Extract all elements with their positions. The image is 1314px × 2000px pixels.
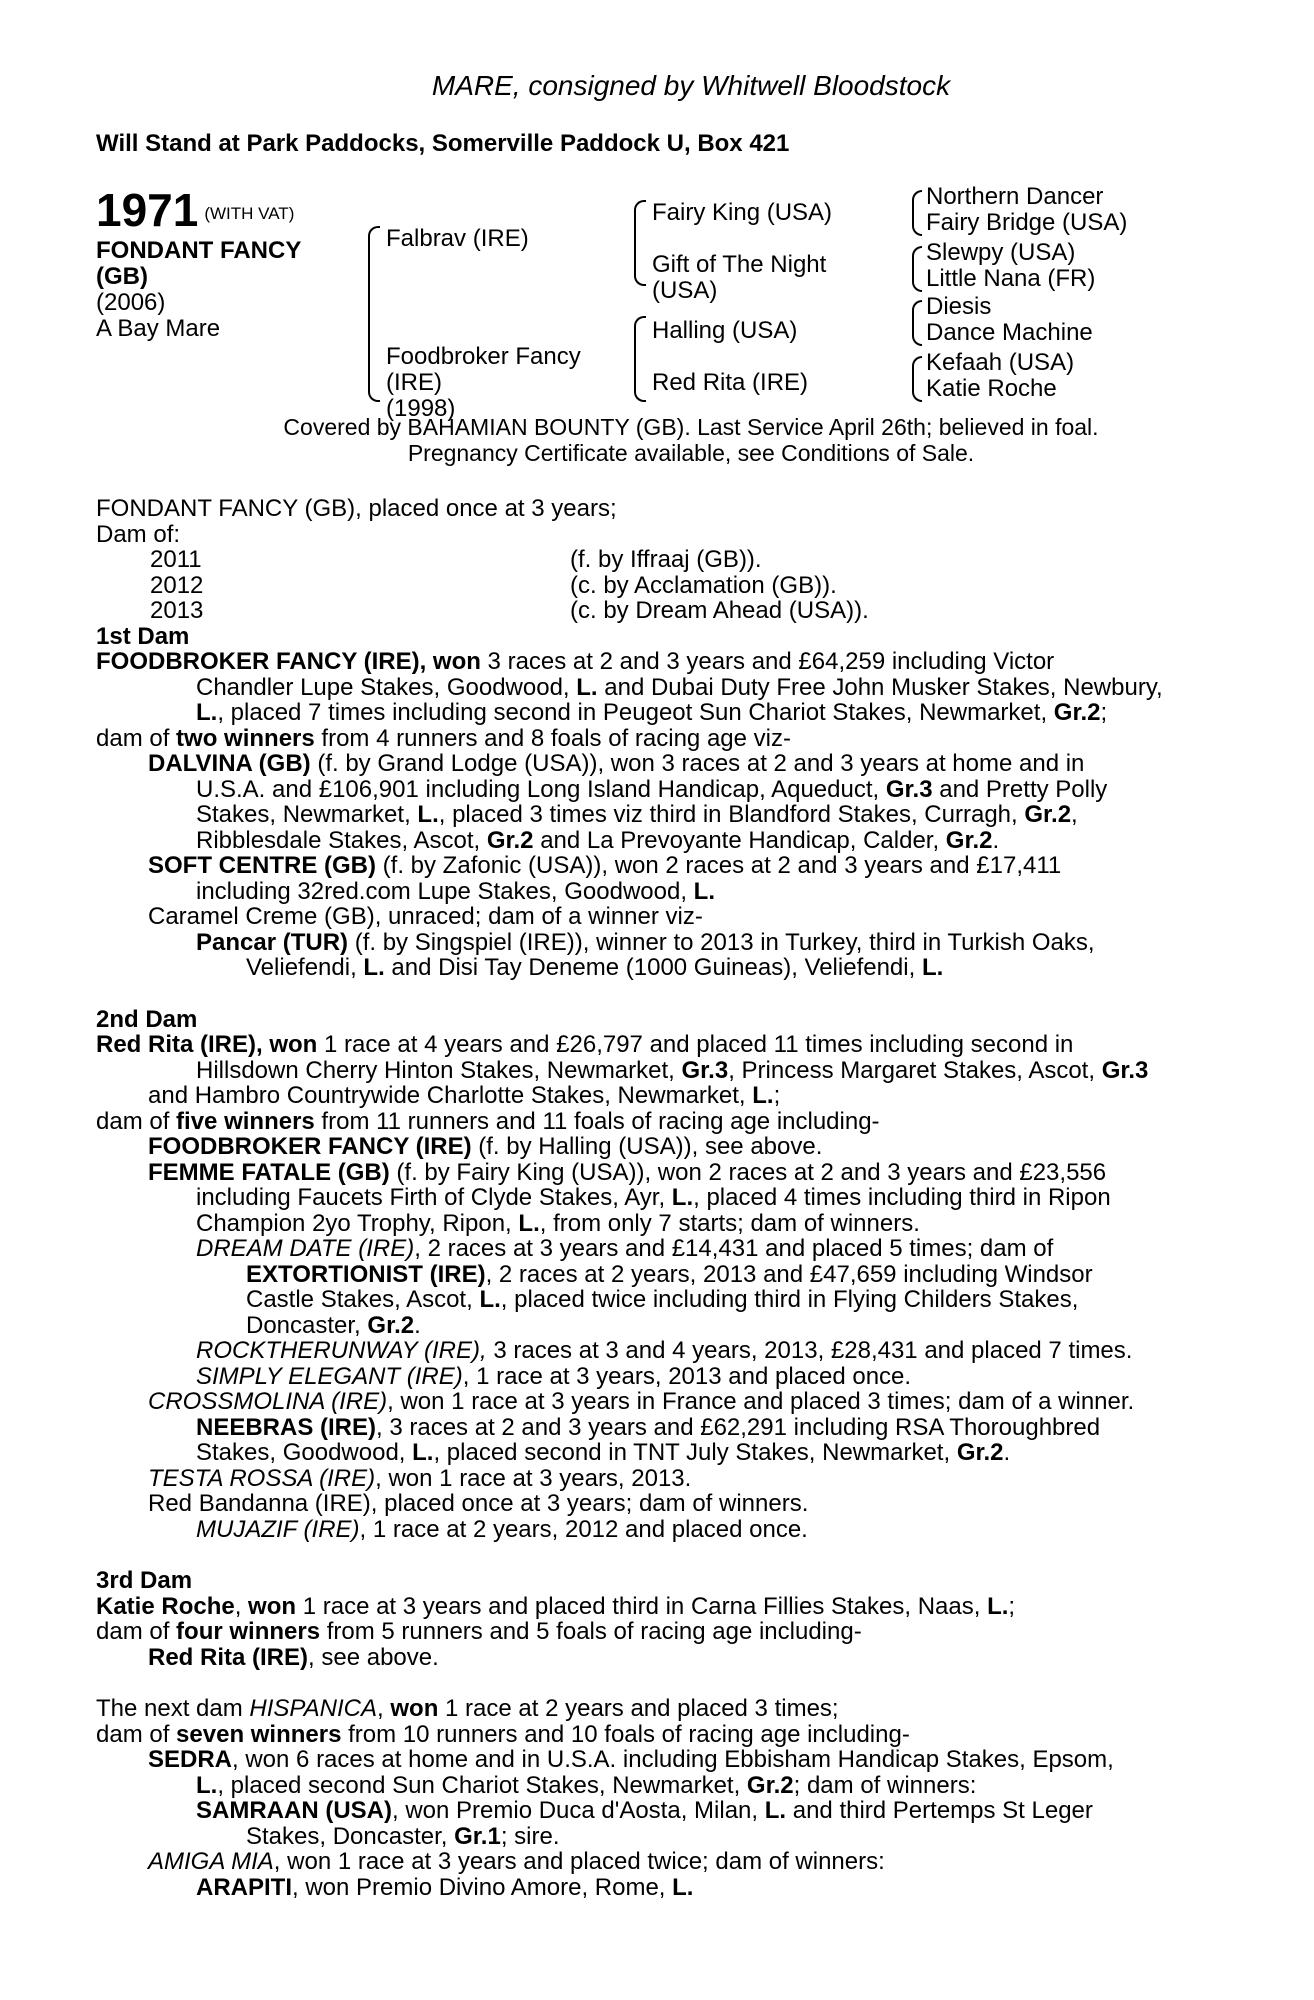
covering-note: Covered by BAHAMIAN BOUNTY (GB). Last Service April 26th; believed in foal. Pregnancy Certificate available, see Conditions of Sale. [283, 414, 1099, 466]
dam2-line: Red Rita (IRE), won 1 race at 4 years and £26,797 and placed 11 times including second in [96, 1031, 1074, 1058]
lot-summary [96, 186, 356, 342]
g3-6: Dance Machine [926, 319, 1093, 346]
dam1-line: FOODBROKER FANCY (IRE), won 3 races at 2 and 3 years and £64,259 including Victor [96, 648, 1055, 675]
brace-gen2b [634, 316, 646, 402]
dam2-line: Castle Stakes, Ascot, L., placed twice including third in Flying Childers Stakes, [246, 1286, 1079, 1313]
nextdam-line: SAMRAAN (USA), won Premio Duca d'Aosta, Milan, L. and third Pertemps St Leger [196, 1797, 1093, 1824]
dam1-line: Stakes, Newmarket, L., placed 3 times viz third in Blandford Stakes, Curragh, Gr.2, [196, 801, 1078, 828]
nextdam-line: AMIGA MIA, won 1 race at 3 years and placed twice; dam of winners: [148, 1848, 885, 1875]
pedigree-table [96, 183, 1206, 422]
stand-location: Will Stand at Park Paddocks, Somerville Paddock U, Box 421 [96, 130, 790, 157]
nextdam-line: SEDRA, won 6 races at home and in U.S.A. including Ebbisham Handicap Stakes, Epsom, [148, 1746, 1114, 1773]
g3-2: Fairy Bridge (USA) [926, 209, 1128, 236]
horse-description: A Bay Mare [96, 314, 221, 342]
nextdam-line: The next dam HISPANICA, won 1 race at 2 years and placed 3 times; [96, 1695, 839, 1722]
dam-of-label: Dam of: [96, 520, 181, 548]
dam1-line: Ribblesdale Stakes, Ascot, Gr.2 and La Prevoyante Handicap, Calder, Gr.2. [196, 826, 1000, 854]
dam2-line: EXTORTIONIST (IRE), 2 races at 2 years, 2013 and £47,659 including Windsor [246, 1260, 1093, 1288]
g3-3: Slewpy (USA) [926, 239, 1076, 266]
dam1-line: L., placed 7 times including second in Peugeot Sun Chariot Stakes, Newmarket, Gr.2; [196, 699, 1108, 726]
dam2-line: FEMME FATALE (GB) (f. by Fairy King (USA)), won 2 races at 2 and 3 years and £23,556 [148, 1158, 1107, 1186]
nextdam-line: ARAPITI, won Premio Divino Amore, Rome, L. [196, 1873, 694, 1901]
dam1-line: including 32red.com Lupe Stakes, Goodwood, L. [196, 877, 715, 905]
dam2-line: MUJAZIF (IRE), 1 race at 2 years, 2012 and placed once. [196, 1515, 808, 1543]
g3-5: Diesis [926, 293, 992, 320]
dam2-line: dam of five winners from 11 runners and 11 foals of racing age including- [96, 1107, 880, 1135]
first-dam-heading: 1st Dam [96, 622, 190, 650]
second-dam-heading: 2nd Dam [96, 1005, 198, 1033]
g3-4: Little Nana (FR) [926, 265, 1096, 292]
horse-country: (GB) [96, 262, 148, 290]
dam1-line: DALVINA (GB) (f. by Grand Lodge (USA)), won 3 races at 2 and 3 years at home and in [148, 750, 1085, 777]
foal-row: 2013 (c. by Dream Ahead (USA)). [150, 597, 869, 624]
dam2-line: NEEBRAS (IRE), 3 races at 2 and 3 years and £62,291 including RSA Thoroughbred [196, 1413, 1101, 1441]
dam1-line: U.S.A. and £106,901 including Long Island Handicap, Aqueduct, Gr.3 and Pretty Polly [196, 775, 1108, 803]
dam3-line: dam of four winners from 5 runners and 5 foals of racing age including- [96, 1618, 862, 1645]
dam1-line: Veliefendi, L. and Disi Tay Deneme (1000 Guineas), Veliefendi, L. [246, 954, 944, 981]
catalogue-page [96, 70, 1206, 1900]
brace-gen3d [912, 356, 922, 402]
dam2-line: FOODBROKER FANCY (IRE) (f. by Halling (USA)), see above. [148, 1133, 823, 1160]
dam2-line: ROCKTHERUNWAY (IRE), 3 races at 3 and 4 years, 2013, £28,431 and placed 7 times. [196, 1337, 1133, 1364]
dam3-line: Katie Roche, won 1 race at 3 years and placed third in Carna Fillies Stakes, Naas, L.; [96, 1592, 1016, 1620]
brace-gen2a [634, 200, 646, 286]
dam2-line: DREAM DATE (IRE), 2 races at 3 years and £14,431 and placed 5 times; dam of [196, 1235, 1054, 1262]
brace-gen3c [912, 300, 922, 346]
sire-sire: Fairy King (USA) [652, 199, 833, 226]
dam1-line: SOFT CENTRE (GB) (f. by Zafonic (USA)), won 2 races at 2 and 3 years and £17,411 [148, 852, 1062, 879]
mare-summary: FONDANT FANCY (GB), placed once at 3 years; [96, 495, 617, 522]
brace-gen1 [368, 226, 380, 402]
g3-7: Kefaah (USA) [926, 349, 1075, 376]
dam: Foodbroker Fancy (IRE) (1998) [386, 343, 581, 422]
dam1-line: Pancar (TUR) (f. by Singspiel (IRE)), winner to 2013 in Turkey, third in Turkish Oaks, [196, 928, 1095, 956]
dam-sire: Halling (USA) [652, 317, 798, 344]
dam2-line: and Hambro Countrywide Charlotte Stakes, Newmarket, L.; [148, 1082, 781, 1109]
g3-8: Katie Roche [926, 375, 1057, 402]
dam1-line: dam of two winners from 4 runners and 8 foals of racing age viz- [96, 724, 791, 752]
dam1-line: Caramel Creme (GB), unraced; dam of a winner viz- [148, 903, 703, 930]
dam2-line: Champion 2yo Trophy, Ripon, L., from only 7 starts; dam of winners. [196, 1209, 920, 1237]
dam-dam: Red Rita (IRE) [652, 369, 809, 396]
dam2-line: SIMPLY ELEGANT (IRE), 1 race at 3 years, 2013 and placed once. [196, 1362, 912, 1390]
sire: Falbrav (IRE) [386, 225, 529, 252]
dam2-line: Stakes, Goodwood, L., placed second in TNT July Stakes, Newmarket, Gr.2. [196, 1439, 1011, 1466]
brace-gen3b [912, 246, 922, 292]
dam2-line: Hillsdown Cherry Hinton Stakes, Newmarket, Gr.3, Princess Margaret Stakes, Ascot, Gr.3 [196, 1056, 1149, 1084]
produce-record [96, 496, 1206, 1900]
foal-row: 2012 (c. by Acclamation (GB)). [150, 571, 837, 599]
brace-gen3a [912, 190, 922, 236]
dam2-line: TESTA ROSSA (IRE), won 1 race at 3 years, 2013. [148, 1464, 692, 1492]
dam2-line: including Faucets Firth of Clyde Stakes, Ayr, L., placed 4 times including third in Ripon [196, 1184, 1111, 1211]
third-dam-heading: 3rd Dam [96, 1567, 193, 1594]
dam2-line: CROSSMOLINA (IRE), won 1 race at 3 years in France and placed 3 times; dam of a winner. [148, 1388, 1135, 1415]
foaling-year: (2006) [96, 288, 166, 316]
lot-header: MARE, consigned by Whitwell Bloodstock [431, 70, 951, 101]
foal-row: 2011 (f. by Iffraaj (GB)). [150, 546, 762, 573]
dam2-line: Doncaster, Gr.2. [246, 1311, 421, 1339]
sire-dam: Gift of The Night (USA) [652, 251, 827, 304]
nextdam-line: L., placed second Sun Chariot Stakes, Newmarket, Gr.2; dam of winners: [196, 1771, 977, 1799]
lot-number: 1971 (WITH VAT) [96, 184, 295, 236]
dam1-line: Chandler Lupe Stakes, Goodwood, L. and Dubai Duty Free John Musker Stakes, Newbury, [196, 673, 1163, 701]
vat-note: (WITH VAT) [204, 203, 295, 223]
dam3-line: Red Rita (IRE), see above. [148, 1643, 439, 1671]
dam2-line: Red Bandanna (IRE), placed once at 3 years; dam of winners. [148, 1490, 809, 1517]
nextdam-line: dam of seven winners from 10 runners and 10 foals of racing age including- [96, 1720, 910, 1748]
horse-name: FONDANT FANCY [96, 236, 302, 264]
nextdam-line: Stakes, Doncaster, Gr.1; sire. [246, 1822, 560, 1850]
g3-1: Northern Dancer [926, 183, 1104, 210]
